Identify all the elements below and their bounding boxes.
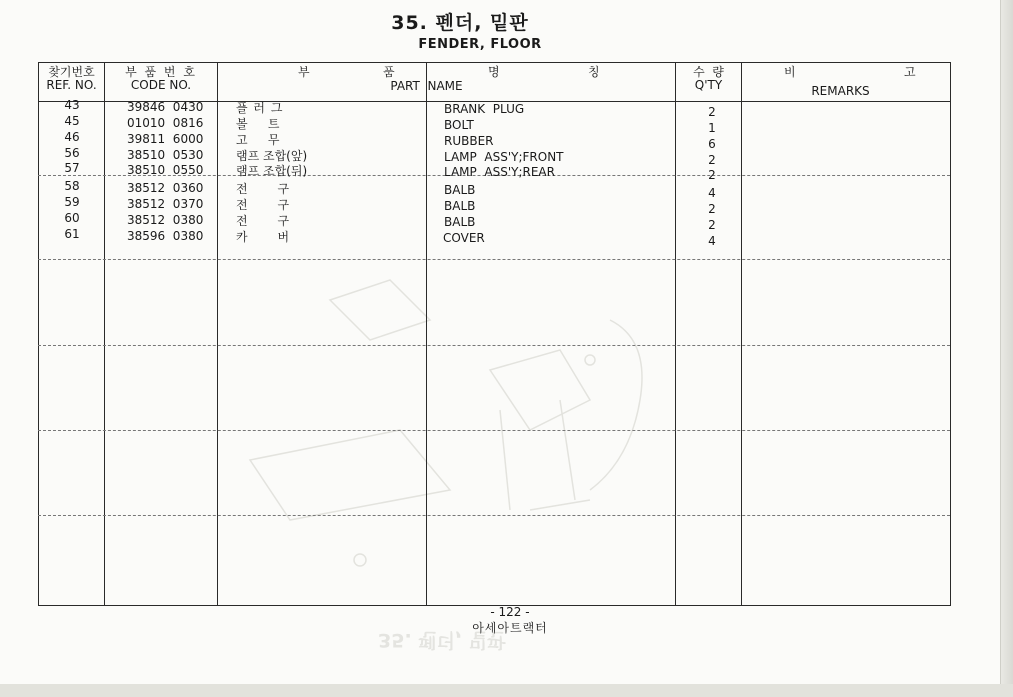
quantity: 2 xyxy=(708,153,716,167)
page-number: - 122 - xyxy=(490,605,530,619)
header-remarks-kr-1: 비 xyxy=(784,65,796,79)
part-name-korean: 램프 조합(앞) xyxy=(236,149,308,163)
header-name-kr-3: 명 xyxy=(488,65,500,79)
quantity: 2 xyxy=(708,168,716,182)
row-group-divider xyxy=(38,430,950,431)
column-divider xyxy=(426,62,427,605)
brand-name: 아세아트랙터 xyxy=(472,621,548,635)
page-edge-bottom xyxy=(0,684,1013,697)
code-no: 39811 6000 xyxy=(127,132,204,146)
code-no: 38510 0530 xyxy=(127,148,204,162)
header-remarks xyxy=(742,66,949,98)
header-code-english: CODE NO. xyxy=(130,78,192,92)
column-divider xyxy=(675,62,676,605)
header-remarks-english: REMARKS xyxy=(811,84,870,98)
part-name-english: LAMP ASS'Y;REAR xyxy=(444,165,555,179)
part-name-english: BRANK PLUG xyxy=(444,102,525,116)
ref-no: 43 xyxy=(64,98,80,112)
header-name-kr-1: 부 xyxy=(298,65,310,79)
code-no: 38512 0370 xyxy=(127,197,204,211)
code-no: 38512 0360 xyxy=(127,181,204,195)
part-name-english: BALB xyxy=(444,183,476,197)
part-name-korean: 고 무 xyxy=(236,133,281,147)
part-name-korean: 카 버 xyxy=(236,230,291,244)
code-no: 38512 0380 xyxy=(127,213,204,227)
row-group-divider xyxy=(38,345,950,346)
part-name-english: BOLT xyxy=(444,118,474,132)
part-name-english: LAMP ASS'Y;FRONT xyxy=(444,150,564,164)
part-name-english: COVER xyxy=(443,231,485,245)
page-title-english: FENDER, FLOOR xyxy=(418,37,542,52)
ref-no: 59 xyxy=(64,195,80,209)
column-divider xyxy=(104,62,105,605)
header-part-name xyxy=(218,66,675,93)
code-no: 39846 0430 xyxy=(127,100,204,114)
page-title-korean: 35. 펜더, 밑판 xyxy=(391,12,529,34)
ref-no: 45 xyxy=(64,114,80,128)
header-name-kr-4: 칭 xyxy=(588,65,600,79)
ref-no: 57 xyxy=(64,161,80,175)
header-remarks-kr-2: 고 xyxy=(904,65,916,79)
part-name-english: RUBBER xyxy=(444,134,494,148)
header-name-english: PART NAME xyxy=(390,79,463,93)
code-no: 01010 0816 xyxy=(127,116,204,130)
quantity: 2 xyxy=(708,218,716,232)
code-no: 38510 0550 xyxy=(127,163,204,177)
ref-no: 46 xyxy=(64,130,80,144)
part-name-korean: 볼 트 xyxy=(236,117,281,131)
part-name-english: BALB xyxy=(444,215,476,229)
part-name-korean: 램프 조합(뒤) xyxy=(236,164,308,178)
header-ref xyxy=(39,66,104,92)
header-ref-korean: 찾기번호 xyxy=(48,65,95,79)
part-name-korean: 전 구 xyxy=(236,182,291,196)
quantity: 1 xyxy=(708,121,716,135)
header-qty xyxy=(676,66,741,92)
header-qty-korean: 수 량 xyxy=(693,65,724,79)
page-edge-right xyxy=(1000,0,1013,697)
header-qty-english: Q'TY xyxy=(694,78,723,92)
part-name-korean: 플 러 그 xyxy=(236,101,284,115)
bleed-through-title: 35. 펜더, 밑판 xyxy=(378,629,506,651)
quantity: 4 xyxy=(708,234,716,248)
header-name-kr-2: 품 xyxy=(383,65,395,79)
header-code xyxy=(105,66,217,92)
part-name-korean: 전 구 xyxy=(236,214,291,228)
code-no: 38596 0380 xyxy=(127,229,204,243)
part-name-english: BALB xyxy=(444,199,476,213)
column-divider xyxy=(217,62,218,605)
part-name-korean: 전 구 xyxy=(236,198,291,212)
row-group-divider xyxy=(38,259,950,260)
ref-no: 56 xyxy=(64,146,80,160)
header-code-korean: 부 품 번 호 xyxy=(125,65,197,79)
ref-no: 61 xyxy=(64,227,80,241)
header-ref-english: REF. NO. xyxy=(46,78,97,92)
ref-no: 60 xyxy=(64,211,80,225)
quantity: 2 xyxy=(708,202,716,216)
quantity: 4 xyxy=(708,186,716,200)
quantity: 2 xyxy=(708,105,716,119)
row-group-divider xyxy=(38,515,950,516)
quantity: 6 xyxy=(708,137,716,151)
ref-no: 58 xyxy=(64,179,80,193)
